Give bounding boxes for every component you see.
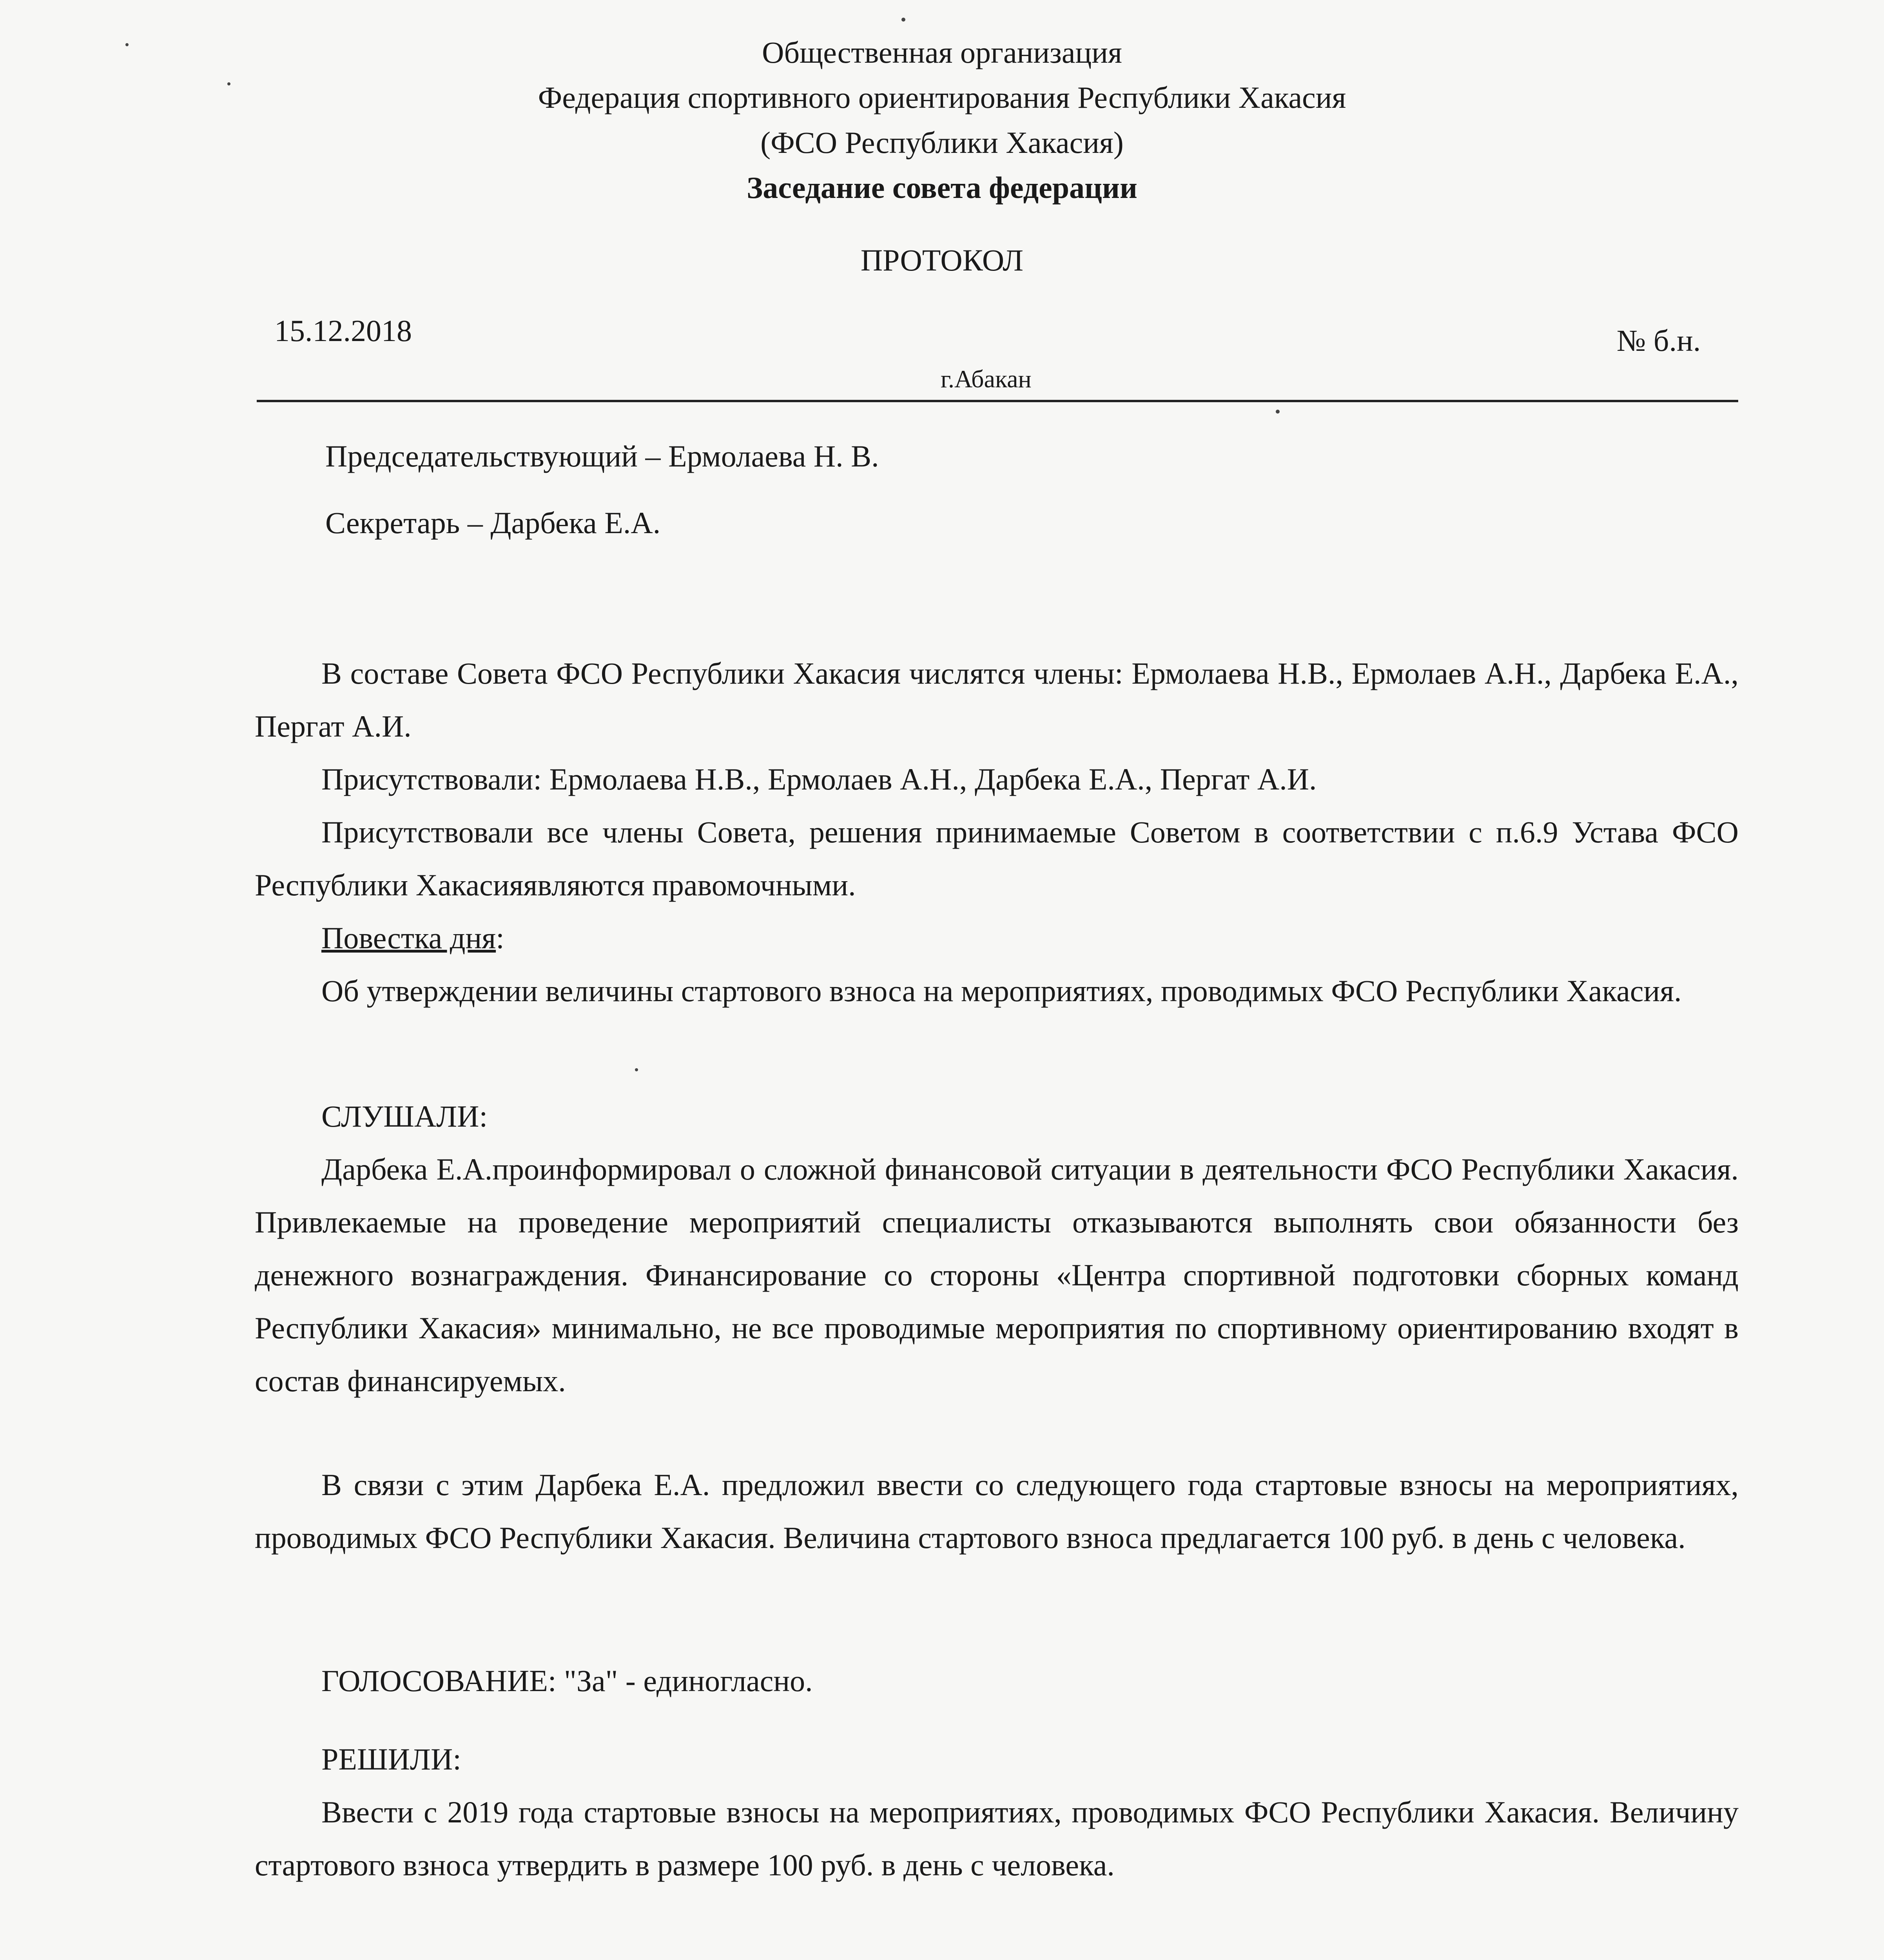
agenda-colon: :: [496, 921, 504, 955]
header-rule: [257, 400, 1738, 402]
decided-heading: РЕШИЛИ:: [321, 1742, 461, 1776]
heard-heading: СЛУШАЛИ:: [321, 1099, 488, 1133]
agenda-label: Повестка дня: [321, 921, 496, 955]
protocol-date: 15.12.2018: [274, 314, 412, 348]
org-type: Общественная организация: [762, 35, 1122, 69]
scan-speck: [125, 43, 129, 46]
proposal-text: В связи с этим Дарбека Е.А. предложил ввести со следующего года стартовые взносы на мероприятиях, проводимых ФСО Республики Хакасия. Величина стартового взноса предлагается 100 руб. в день с человека.: [255, 1468, 1739, 1555]
scan-speck: [635, 1068, 638, 1071]
agenda-text: Об утверждении величины стартового взноса на мероприятиях, проводимых ФСО Республики Хакасия.: [321, 974, 1682, 1008]
org-short-name: (ФСО Республики Хакасия): [760, 125, 1124, 160]
council-composition: В составе Совета ФСО Республики Хакасия числятся члены: Ермолаева Н.В., Ермолаев А.Н., Дарбека Е.А., Пергат А.И.: [255, 656, 1739, 743]
meeting-title: Заседание совета федерации: [747, 171, 1137, 205]
quorum-statement: Присутствовали все члены Совета, решения принимаемые Советом в соответствии с п.6.9 Устава ФСО Республики Хакасияявляются правомочными.: [255, 815, 1739, 902]
document-type: ПРОТОКОЛ: [860, 243, 1024, 277]
chairperson-line: Председательствующий – Ермолаева Н. В.: [325, 439, 879, 473]
decided-text: Ввести с 2019 года стартовые взносы на мероприятиях, проводимых ФСО Республики Хакасия. Величину стартового взноса утвердить в размере 100 руб. в день с человека.: [255, 1795, 1739, 1882]
vote-result: ГОЛОСОВАНИЕ: "За" - единогласно.: [321, 1664, 813, 1698]
org-name: Федерация спортивного ориентирования Республики Хакасия: [538, 80, 1346, 114]
present-members: Присутствовали: Ермолаева Н.В., Ермолаев А.Н., Дарбека Е.А., Пергат А.И.: [321, 762, 1317, 796]
scan-speck: [901, 18, 905, 22]
protocol-city: г.Абакан: [941, 365, 1032, 393]
heard-text: Дарбека Е.А.проинформировал о сложной финансовой ситуации в деятельности ФСО Республики Хакасия. Привлекаемые на проведение мероприятий специалисты отказываются выполнять свои обязанности без денежного вознаграждения. Финансирование со стороны «Центра спортивной подготовки сборных команд Республики Хакасия» минимально, не все проводимые мероприятия по спортивному ориентированию входят в состав финансируемых.: [255, 1152, 1739, 1398]
agenda-heading: [255, 911, 1739, 964]
protocol-number: № б.н.: [1617, 323, 1701, 358]
scan-speck: [227, 82, 230, 85]
secretary-line: Секретарь – Дарбека Е.А.: [325, 506, 661, 540]
scan-speck: [1276, 410, 1280, 414]
